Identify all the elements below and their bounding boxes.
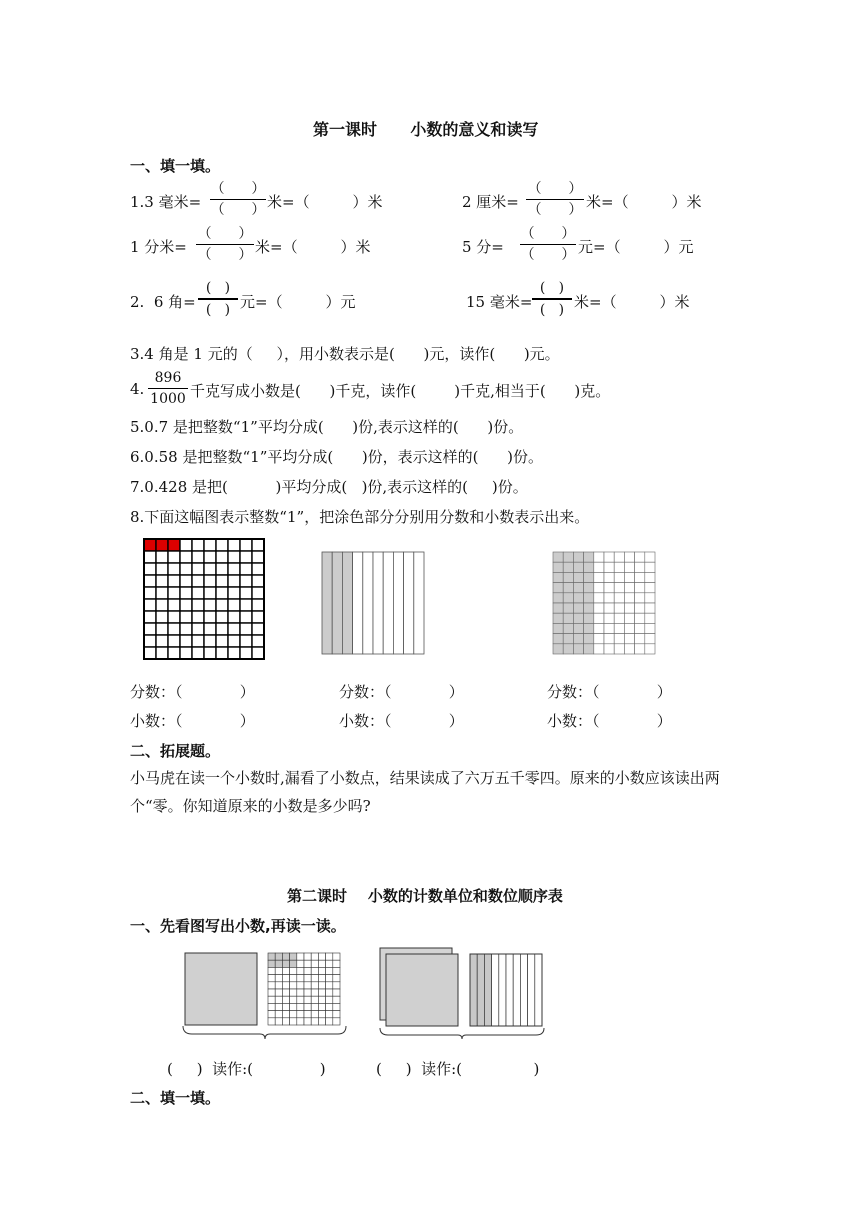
fig1-fraction-answer: 分数：（ ）: [130, 683, 255, 701]
strip: [484, 954, 491, 1026]
grid-cell: [563, 644, 573, 654]
brace: [380, 1028, 544, 1039]
question-7: 7.0.428 是把( )平均分成( )份,表示这样的( )份。: [130, 478, 528, 496]
lesson2-title: 第二课时 小数的计数单位和数位顺序表: [287, 887, 563, 905]
fig3-decimal-answer: 小数：（ ）: [547, 712, 672, 730]
grid-cell: [614, 634, 624, 644]
grid-cell: [573, 613, 583, 623]
decimal-figure-b: [376, 944, 550, 1040]
q1c-prefix: 1 分米=: [130, 238, 187, 256]
extension-problem: 小马虎在读一个小数时,漏看了小数点，结果读成了六万五千零四。原来的小数应该读出两个“零。你知道原来的小数是多少吗?: [130, 769, 720, 815]
grid-cell: [268, 1018, 275, 1025]
fraction-denominator: ( ): [539, 302, 565, 318]
fraction-numerator: （ ）: [520, 226, 576, 242]
q4-text: 千克写成小数是( )千克，读作( )千克,相当于( )克。: [190, 382, 611, 400]
fraction-numerator: ( ): [205, 280, 231, 296]
grid-cell: [282, 1011, 289, 1018]
fraction-numerator: （ ）: [197, 226, 253, 242]
question-5: 5.0.7 是把整数“1”平均分成( )份,表示这样的( )份。: [130, 418, 524, 436]
q4-fraction: [148, 369, 188, 408]
grid-cell: [614, 583, 624, 593]
grid-cell: [304, 1003, 311, 1010]
lesson1-title: 第一课时 小数的意义和读写: [313, 120, 539, 139]
fig2-fraction-answer: 分数：（ ）: [339, 683, 464, 701]
grid-cell: [573, 603, 583, 613]
strip: [393, 552, 403, 654]
strip: [353, 552, 363, 654]
grid-cell: [282, 975, 289, 982]
grid-cell: [297, 967, 304, 974]
fraction-denominator: （ ）: [527, 202, 583, 218]
lesson1-section1-heading: 一、填一填。: [130, 157, 221, 175]
grid-cell: [573, 634, 583, 644]
grid-cell: [594, 634, 604, 644]
grid-cell: [333, 975, 340, 982]
grid-cell: [333, 953, 340, 960]
fraction-bar: [532, 298, 572, 300]
grid-cell: [290, 989, 297, 996]
grid-cell: [614, 603, 624, 613]
grid-cell: [326, 982, 333, 989]
grid-cell: [604, 644, 614, 654]
grid-cell: [333, 967, 340, 974]
grid-cell: [304, 1011, 311, 1018]
grid-cell: [584, 623, 594, 633]
question-6: 6.0.58 是把整数“1”平均分成( )份，表示这样的( )份。: [130, 448, 543, 466]
grid-cell: [604, 572, 614, 582]
grid-cell: [594, 644, 604, 654]
lesson1-section2-heading: 二、拓展题。: [130, 742, 221, 760]
grid-cell: [624, 562, 634, 572]
fraction-numerator: ( ): [539, 280, 565, 296]
grid-cell: [311, 960, 318, 967]
fig2-decimal-answer: 小数：（ ）: [339, 712, 464, 730]
grid-cell: [318, 953, 325, 960]
grid-cell: [573, 623, 583, 633]
grid-cell: [635, 562, 645, 572]
grid-cell: [645, 583, 655, 593]
grid-cell: [318, 1011, 325, 1018]
fraction-denominator: （ ）: [210, 202, 266, 218]
grid-cell: [268, 996, 275, 1003]
grid-cell: [594, 623, 604, 633]
hundred-grid-gray-figure: [552, 551, 656, 655]
grid-cell: [553, 593, 563, 603]
grid-cell: [290, 975, 297, 982]
grid-cell: [553, 634, 563, 644]
grid-cell: [645, 623, 655, 633]
grid-cell: [282, 953, 289, 960]
q1b-suffix: 米=（ ）米: [586, 193, 702, 211]
grid-cell: [584, 603, 594, 613]
grid-cell: [645, 552, 655, 562]
grid-cell: [563, 572, 573, 582]
grid-cell: [594, 562, 604, 572]
grid-cell: [624, 552, 634, 562]
grid-cell: [290, 953, 297, 960]
grid-cell: [553, 552, 563, 562]
q4-number: 4.: [130, 380, 145, 398]
grid-cell: [614, 552, 624, 562]
grid-cell: [304, 1018, 311, 1025]
grid-cell: [268, 1003, 275, 1010]
grid-cell: [604, 583, 614, 593]
grid-cell: [563, 603, 573, 613]
grid-cell: [282, 996, 289, 1003]
q1d-prefix: 5 分=: [462, 238, 504, 256]
grid-cell: [624, 583, 634, 593]
fraction-numerator: （ ）: [210, 181, 266, 197]
grid-cell: [326, 989, 333, 996]
grid-cell: [553, 613, 563, 623]
grid-cell: [297, 1003, 304, 1010]
grid-cell: [290, 1011, 297, 1018]
grid-cell: [297, 1018, 304, 1025]
grid-cell: [297, 953, 304, 960]
grid-cell: [604, 552, 614, 562]
grid-cell: [326, 996, 333, 1003]
q1b-prefix: 2 厘米=: [462, 193, 519, 211]
figure-b-answer: ( ) 读作:( ): [376, 1060, 540, 1078]
grid-cell: [645, 644, 655, 654]
question-3: 3.4 角是 1 元的（ ），用小数表示是( )元，读作( )元。: [130, 345, 560, 363]
strip: [414, 552, 424, 654]
grid-cell: [573, 572, 583, 582]
q1c-fraction: [196, 225, 254, 264]
grid-cell: [318, 996, 325, 1003]
grid-cell: [333, 989, 340, 996]
grid-cell: [645, 634, 655, 644]
strip: [477, 954, 484, 1026]
grid-cell: [304, 996, 311, 1003]
grid-cell: [275, 1011, 282, 1018]
fraction-numerator: 896: [154, 370, 182, 386]
grid-cell: [318, 960, 325, 967]
grid-cell: [604, 593, 614, 603]
grid-cell: [318, 967, 325, 974]
grid-cell: [635, 623, 645, 633]
grid-cell: [594, 552, 604, 562]
grid-cell: [624, 593, 634, 603]
grid-cell: [304, 960, 311, 967]
strip: [535, 954, 542, 1026]
decimal-figure-a: [180, 948, 350, 1040]
grid-cell: [297, 982, 304, 989]
fraction-denominator: （ ）: [520, 247, 576, 263]
grid-cell: [553, 623, 563, 633]
grid-cell: [297, 1011, 304, 1018]
q1d-fraction: [520, 225, 576, 264]
grid-cell: [563, 634, 573, 644]
grid-cell: [311, 967, 318, 974]
grid-cell: [297, 996, 304, 1003]
grid-cell: [268, 982, 275, 989]
fraction-bar: [198, 298, 238, 300]
grid-cell: [584, 613, 594, 623]
grid-cell: [333, 1003, 340, 1010]
grid-cell: [584, 562, 594, 572]
fraction-bar: [148, 388, 188, 389]
grid-cell: [604, 562, 614, 572]
strip: [332, 552, 342, 654]
grid-cell: [614, 623, 624, 633]
grid-cell: [275, 996, 282, 1003]
grid-cell: [553, 572, 563, 582]
grid-cell: [326, 967, 333, 974]
grid-cell: [635, 613, 645, 623]
grid-cell: [275, 953, 282, 960]
grid-cell: [311, 989, 318, 996]
strip: [506, 954, 513, 1026]
grid-cell: [614, 572, 624, 582]
grid-cell: [311, 1011, 318, 1018]
grid-cell: [268, 989, 275, 996]
grid-cell: [604, 623, 614, 633]
grid-cell: [573, 583, 583, 593]
grid-cell: [282, 960, 289, 967]
grid-cell: [594, 613, 604, 623]
grid-cell: [553, 644, 563, 654]
hundred-grid-red-figure: [143, 538, 267, 660]
grid-cell: [326, 960, 333, 967]
grid-cell: [624, 613, 634, 623]
strip: [383, 552, 393, 654]
fraction-denominator: （ ）: [197, 247, 253, 263]
grid-cell: [584, 644, 594, 654]
grid-cell: [282, 982, 289, 989]
grid-cell: [326, 953, 333, 960]
tenths-strip-figure: [321, 551, 427, 655]
grid-cell: [614, 593, 624, 603]
q2a-prefix: 2. 6 角=: [130, 293, 196, 311]
grid-cell: [275, 967, 282, 974]
grid-cell: [311, 1003, 318, 1010]
grid-cell: [624, 634, 634, 644]
grid-cell: [311, 975, 318, 982]
grid-cell: [318, 1003, 325, 1010]
q1a-prefix: 1.3 毫米=: [130, 193, 202, 211]
grid-cell: [635, 572, 645, 582]
grid-cell: [333, 982, 340, 989]
strip: [528, 954, 535, 1026]
grid-cell: [282, 989, 289, 996]
grid-cell: [614, 562, 624, 572]
grid-cell: [563, 562, 573, 572]
grid-cell: [635, 583, 645, 593]
grid-cell: [297, 960, 304, 967]
grid-cell: [594, 603, 604, 613]
grid-cell: [304, 989, 311, 996]
grid-cell: [333, 1018, 340, 1025]
grid-cell: [275, 975, 282, 982]
question-8: 8.下面这幅图表示整数“1”，把涂色部分分别用分数和小数表示出来。: [130, 508, 590, 526]
grid-cell: [645, 593, 655, 603]
grid-cell: [614, 644, 624, 654]
grid-cell: [326, 1003, 333, 1010]
q2a-fraction: [198, 279, 238, 319]
grid-cell: [563, 613, 573, 623]
grid-cell: [624, 623, 634, 633]
strip: [470, 954, 477, 1026]
grid-cell: [268, 953, 275, 960]
grid-cell: [326, 1018, 333, 1025]
q2b-fraction: [532, 279, 572, 319]
grid-cell: [584, 593, 594, 603]
grid-cell: [318, 982, 325, 989]
grid-cell: [304, 953, 311, 960]
grid-cell: [604, 603, 614, 613]
grid-cell: [635, 593, 645, 603]
grid-cell: [318, 989, 325, 996]
grid-cell: [290, 960, 297, 967]
grid-cell: [573, 593, 583, 603]
grid-cell: [290, 996, 297, 1003]
grid-cell: [553, 603, 563, 613]
strip: [499, 954, 506, 1026]
grid-cell: [563, 552, 573, 562]
grid-cell: [318, 975, 325, 982]
strip: [322, 552, 332, 654]
grid-cell: [573, 562, 583, 572]
grid-cell: [282, 967, 289, 974]
grid-cell: [604, 634, 614, 644]
fraction-numerator: （ ）: [527, 181, 583, 197]
strip: [373, 552, 383, 654]
strip: [492, 954, 499, 1026]
grid-cell: [614, 613, 624, 623]
fig1-decimal-answer: 小数：（ ）: [130, 712, 255, 730]
grid-cell: [645, 562, 655, 572]
q1a-suffix: 米=（ ）米: [267, 193, 383, 211]
grid-cell: [645, 572, 655, 582]
grid-cell: [563, 623, 573, 633]
fraction-bar: [520, 244, 576, 245]
grid-cell: [326, 975, 333, 982]
grid-cell: [311, 1018, 318, 1025]
grid-cell: [624, 603, 634, 613]
grid-cell: [624, 572, 634, 582]
grid-cell: [297, 989, 304, 996]
grid-cell: [275, 1018, 282, 1025]
figure-a-answer: ( ) 读作:( ): [167, 1060, 326, 1078]
q1d-suffix: 元=（ ）元: [578, 238, 694, 256]
fraction-bar: [526, 199, 584, 200]
grid-cell: [311, 982, 318, 989]
fraction-bar: [210, 199, 266, 200]
strip: [363, 552, 373, 654]
grid-cell: [584, 634, 594, 644]
strip: [342, 552, 352, 654]
grid-cell: [573, 552, 583, 562]
grid-cell: [584, 572, 594, 582]
fraction-denominator: 1000: [150, 391, 186, 407]
grid-cell: [594, 572, 604, 582]
grid-cell: [311, 996, 318, 1003]
grid-cell: [553, 583, 563, 593]
grid-cell: [268, 1011, 275, 1018]
grid-cell: [594, 593, 604, 603]
grid-cell: [645, 613, 655, 623]
grid-cell: [333, 960, 340, 967]
strip: [520, 954, 527, 1026]
grid-cell: [333, 1011, 340, 1018]
grid-cell: [573, 644, 583, 654]
whole-square: [185, 953, 257, 1025]
grid-cell: [318, 1018, 325, 1025]
q1b-fraction: [526, 180, 584, 219]
grid-cell: [268, 967, 275, 974]
q2b-suffix: 米=（ ）米: [574, 293, 690, 311]
grid-cell: [635, 552, 645, 562]
fraction-denominator: ( ): [205, 302, 231, 318]
grid-cell: [594, 583, 604, 593]
grid-cell: [275, 982, 282, 989]
grid-cell: [584, 583, 594, 593]
grid-cell: [311, 953, 318, 960]
q1a-fraction: [210, 180, 266, 219]
grid-cell: [268, 960, 275, 967]
q1c-suffix: 米=（ ）米: [255, 238, 371, 256]
grid-cell: [290, 982, 297, 989]
grid-cell: [304, 982, 311, 989]
grid-cell: [290, 967, 297, 974]
grid-cell: [282, 1018, 289, 1025]
grid-cell: [645, 603, 655, 613]
grid-cell: [563, 583, 573, 593]
grid-cell: [584, 552, 594, 562]
grid-cell: [304, 967, 311, 974]
grid-cell: [624, 644, 634, 654]
grid-cell: [553, 562, 563, 572]
grid-cell: [333, 996, 340, 1003]
lesson2-section1-heading: 一、先看图写出小数,再读一读。: [130, 917, 346, 935]
lesson2-section2-heading: 二、填一填。: [130, 1089, 221, 1107]
grid-cell: [635, 644, 645, 654]
grid-cell: [290, 1003, 297, 1010]
grid-cell: [290, 1018, 297, 1025]
grid-cell: [326, 1011, 333, 1018]
grid-cell: [268, 975, 275, 982]
grid-cell: [275, 960, 282, 967]
grid-cell: [275, 1003, 282, 1010]
grid-cell: [275, 989, 282, 996]
brace: [183, 1026, 346, 1039]
grid-cell: [563, 593, 573, 603]
fraction-bar: [196, 244, 254, 245]
strip: [513, 954, 520, 1026]
q2b-prefix: 15 毫米=: [466, 293, 533, 311]
grid-cell: [635, 603, 645, 613]
grid-cell: [604, 613, 614, 623]
strip: [404, 552, 414, 654]
grid-cell: [304, 975, 311, 982]
fig3-fraction-answer: 分数：（ ）: [547, 683, 672, 701]
grid-cell: [282, 1003, 289, 1010]
grid-cell: [297, 975, 304, 982]
q2a-suffix: 元=（ ）元: [240, 293, 356, 311]
front-square: [386, 954, 458, 1026]
grid-cell: [635, 634, 645, 644]
